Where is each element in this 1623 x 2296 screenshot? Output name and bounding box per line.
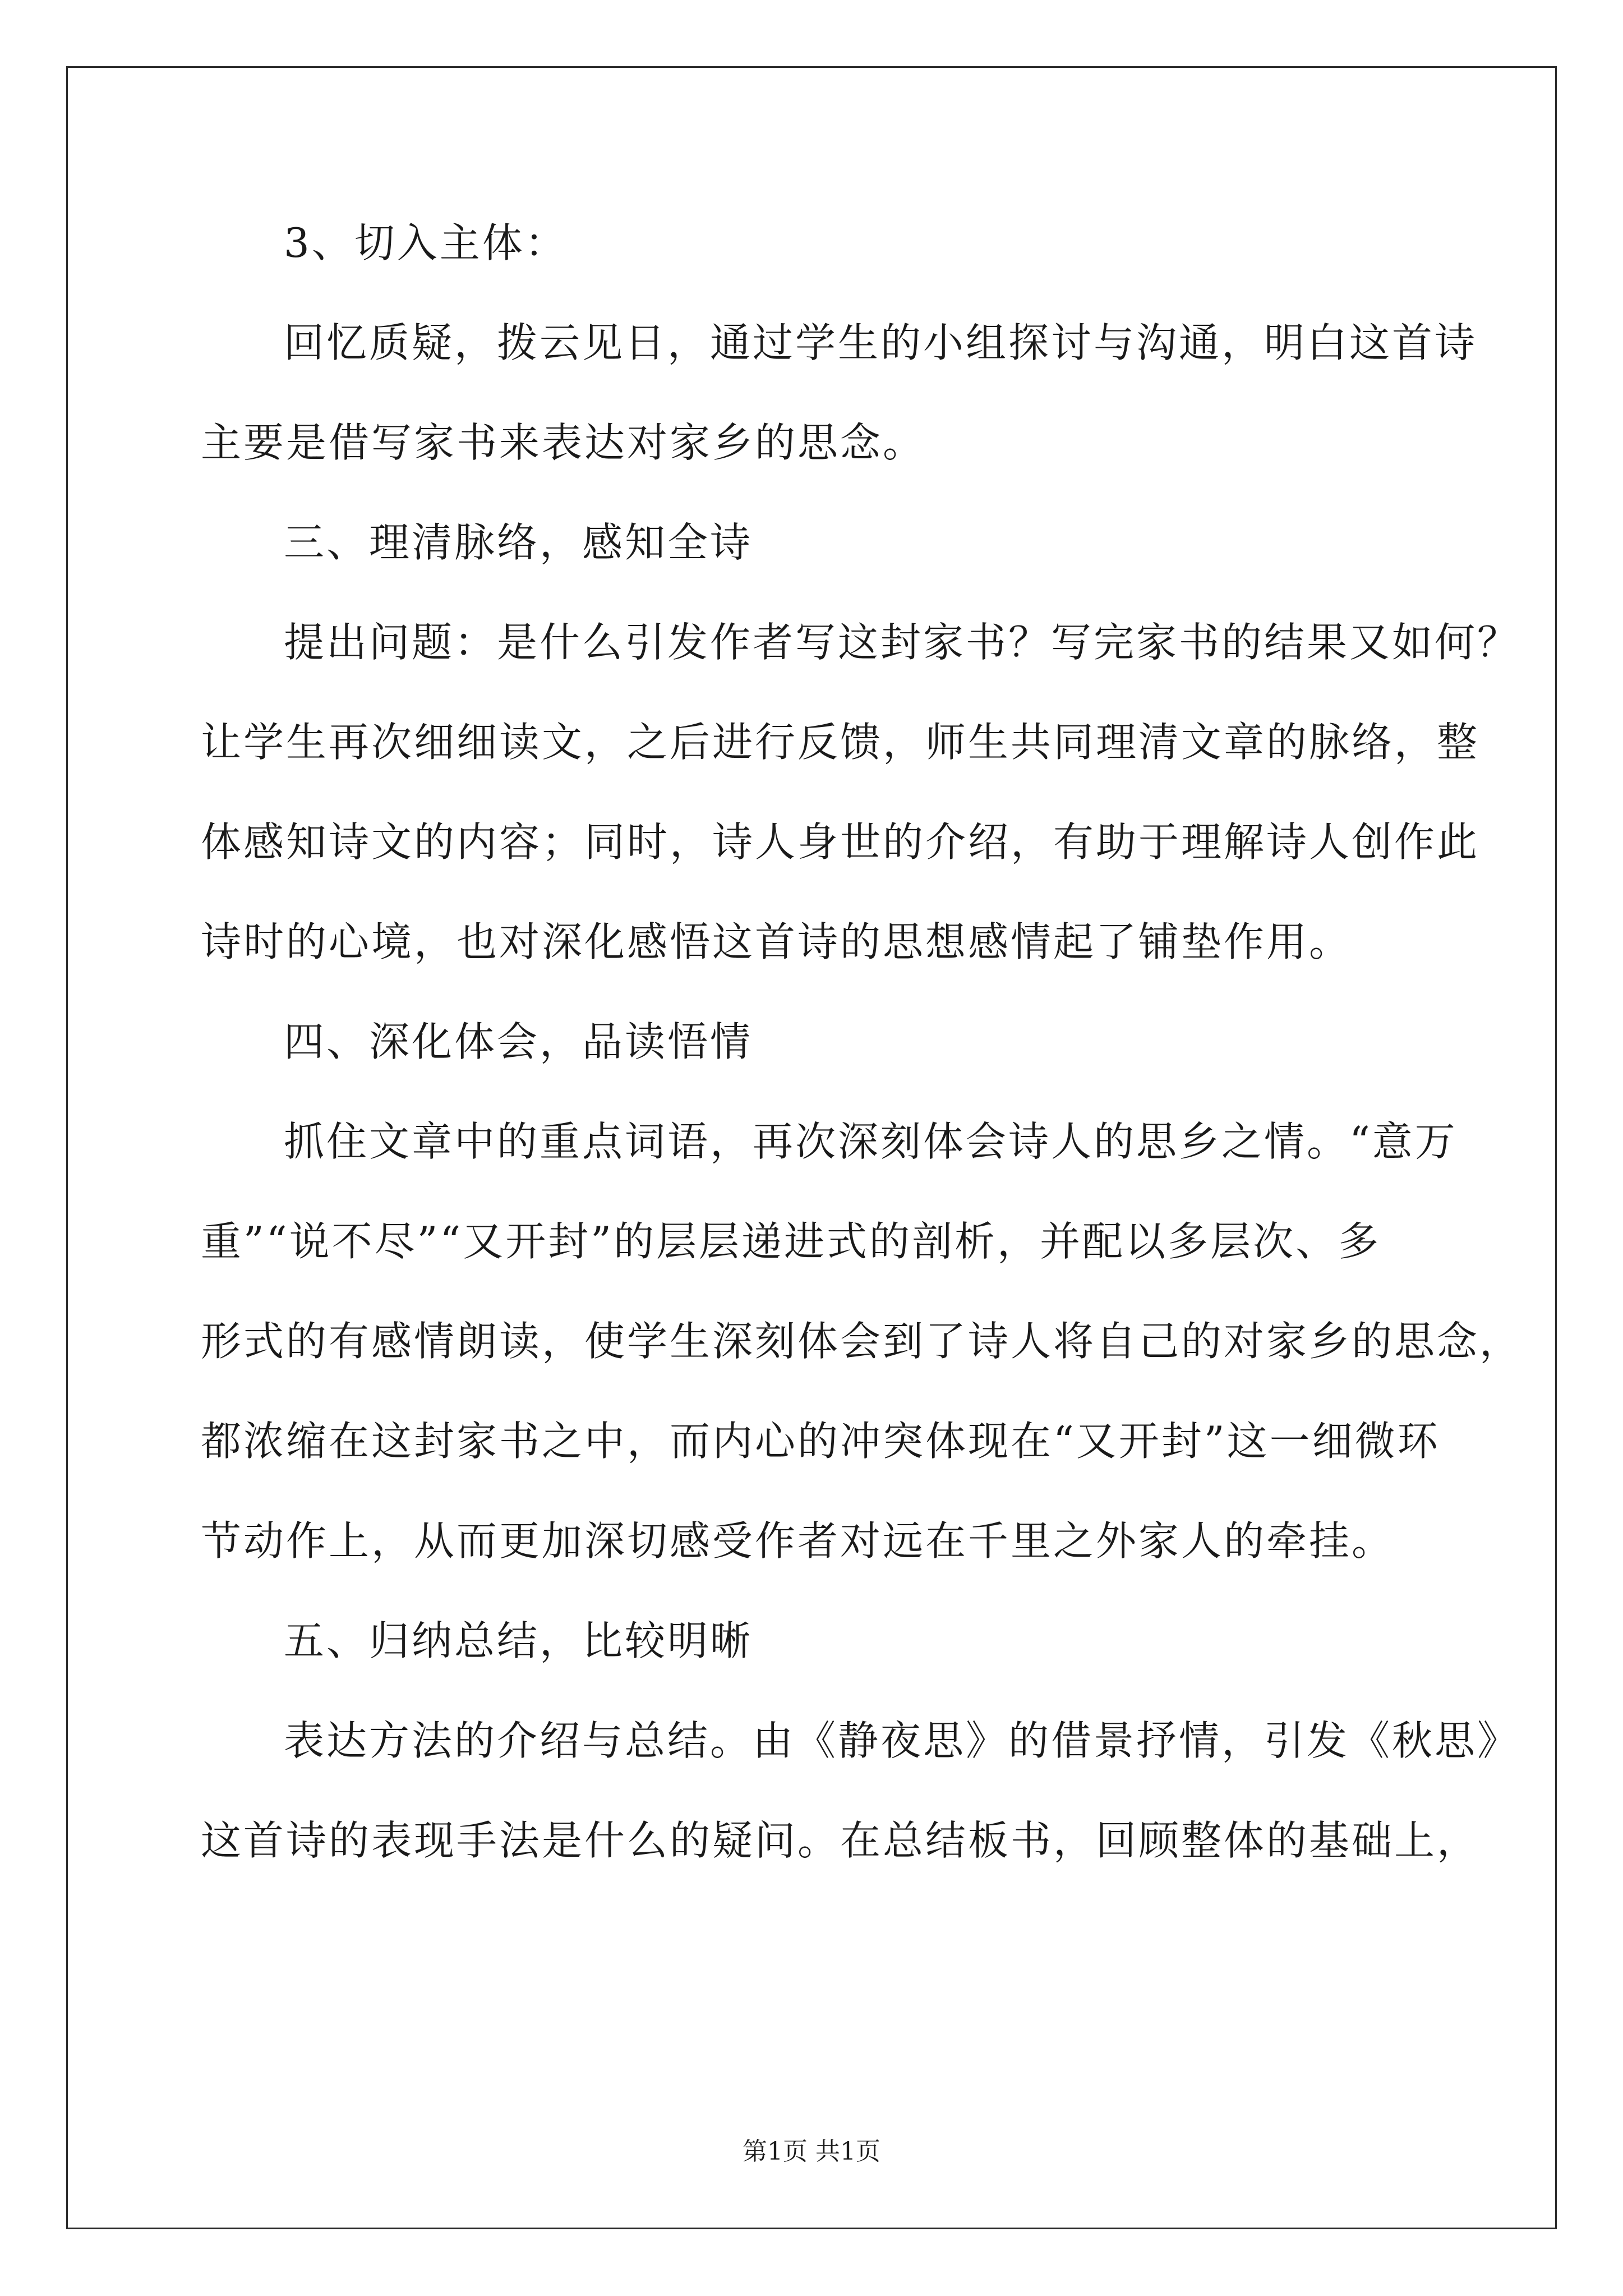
section-heading-four: 四、深化体会，品读悟情 [284, 1018, 753, 1065]
section-heading-three: 三、理清脉络，感知全诗 [284, 519, 753, 566]
paragraph-line: 表达方法的介绍与总结。由《静夜思》的借景抒情，引发《秋思》 [284, 1717, 1520, 1764]
paragraph-line: 主要是借写家书来表达对家乡的思念。 [201, 419, 926, 466]
paragraph-line: 节动作上，从而更加深切感受作者对远在千里之外家人的牵挂。 [201, 1517, 1395, 1565]
page-number-label: 第1页 共1页 [743, 2137, 880, 2166]
paragraph-line: 重”“说不尽”“又开封”的层层递进式的剖析，并配以多层次、多 [201, 1218, 1381, 1265]
paragraph-line: 都浓缩在这封家书之中，而内心的冲突体现在“又开封”这一细微环 [201, 1418, 1440, 1465]
paragraph-line: 这首诗的表现手法是什么的疑问。在总结板书，回顾整体的基础上， [201, 1817, 1480, 1864]
paragraph-line: 体感知诗文的内容；同时，诗人身世的介绍，有助于理解诗人创作此 [201, 818, 1480, 866]
paragraph-line: 提出问题：是什么引发作者写这封家书？写完家书的结果又如何？ [284, 619, 1520, 666]
paragraph-line: 抓住文章中的重点词语，再次深刻体会诗人的思乡之情。“意万 [284, 1118, 1458, 1165]
section-heading-3: 3、切入主体： [284, 219, 568, 266]
page-footer [0, 2135, 1623, 2169]
paragraph-line: 回忆质疑，拨云见日，通过学生的小组探讨与沟通，明白这首诗 [284, 319, 1478, 366]
paragraph-line: 让学生再次细细读文，之后进行反馈，师生共同理清文章的脉络，整 [201, 719, 1480, 766]
paragraph-line: 诗时的心境，也对深化感悟这首诗的思想感情起了铺垫作用。 [201, 918, 1352, 965]
section-heading-five: 五、归纳总结，比较明晰 [284, 1617, 753, 1664]
paragraph-line: 形式的有感情朗读，使学生深刻体会到了诗人将自己的对家乡的思念， [201, 1318, 1523, 1365]
